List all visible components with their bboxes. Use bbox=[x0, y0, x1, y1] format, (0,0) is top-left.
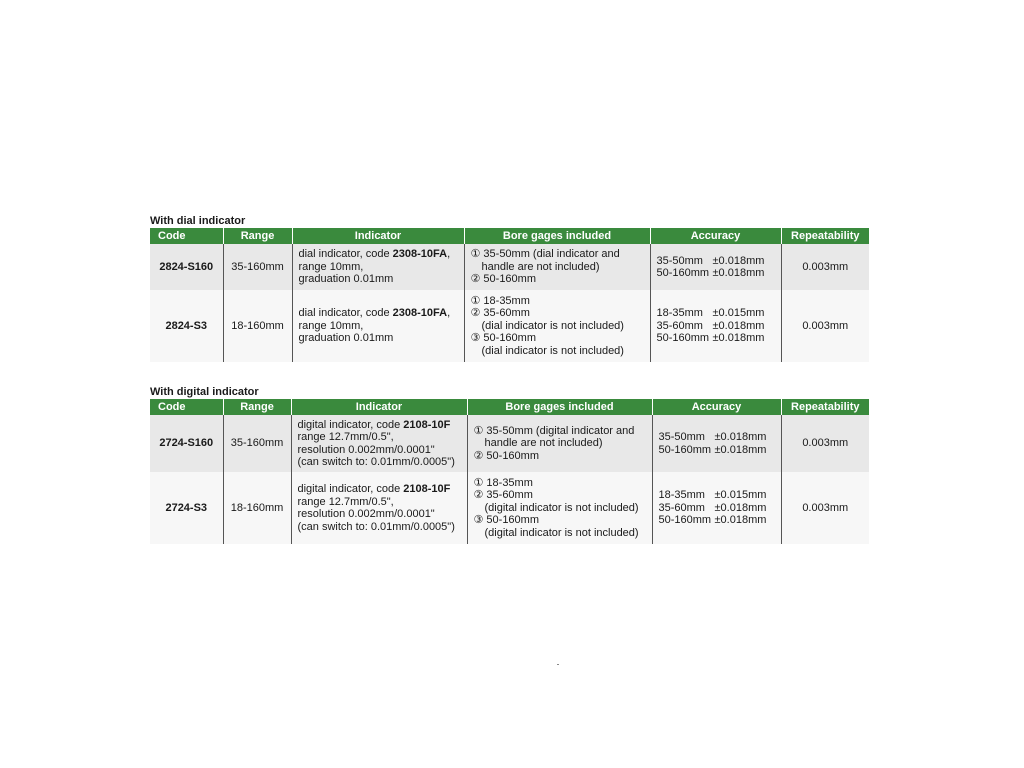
accuracy-range: 50-160mm bbox=[656, 332, 710, 345]
bore-line: ① 18-35mm bbox=[470, 294, 530, 307]
bore-line: ① 35-50mm (digital indicator and bbox=[473, 424, 635, 437]
digital-indicator-table bbox=[150, 399, 869, 544]
accuracy-value: ±0.018mm bbox=[714, 501, 767, 514]
accuracy-range: 18-35mm bbox=[658, 489, 705, 502]
bore-line: (digital indicator is not included) bbox=[484, 501, 639, 514]
section-title: With dial indicator bbox=[150, 215, 246, 227]
accuracy-value: ±0.018mm bbox=[714, 514, 767, 527]
indicator-text: , bbox=[447, 307, 451, 320]
accuracy-range: 35-50mm bbox=[656, 254, 703, 267]
bore-line: (digital indicator is not included) bbox=[484, 526, 639, 539]
table-row bbox=[150, 472, 869, 544]
indicator-text: dial indicator, code bbox=[298, 248, 393, 261]
bore-line: ② 50-160mm bbox=[473, 449, 539, 462]
code-cell: 2724-S3 bbox=[150, 472, 223, 544]
code-cell: 2724-S160 bbox=[150, 415, 223, 472]
accuracy-value: ±0.018mm bbox=[712, 254, 765, 267]
accuracy-cell bbox=[650, 244, 781, 290]
indicator-cell bbox=[291, 472, 467, 544]
accuracy-range: 35-60mm bbox=[656, 319, 703, 332]
code-cell: 2824-S160 bbox=[150, 244, 223, 290]
header-bore-gages: Bore gages included bbox=[464, 228, 650, 244]
bore-line: ① 35-50mm (dial indicator and bbox=[470, 248, 620, 261]
bore-line: ① 18-35mm bbox=[473, 476, 533, 489]
indicator-text: digital indicator, code bbox=[297, 418, 404, 431]
indicator-switch-note: (can switch to: 0.01mm/0.0005") bbox=[297, 520, 455, 533]
indicator-resolution: resolution 0.002mm/0.0001" bbox=[297, 508, 435, 520]
accuracy-cell bbox=[650, 290, 781, 362]
accuracy-range: 50-160mm bbox=[658, 443, 712, 456]
header-accuracy: Accuracy bbox=[652, 399, 781, 415]
accuracy-range: 50-160mm bbox=[656, 267, 710, 279]
indicator-code: 2308-10FA bbox=[392, 248, 448, 261]
dial-indicator-section bbox=[150, 214, 869, 362]
repeatability-cell: 0.003mm bbox=[781, 472, 869, 544]
indicator-code: 2108-10F bbox=[403, 483, 451, 495]
repeatability-cell: 0.003mm bbox=[781, 244, 869, 290]
indicator-range: range 10mm, bbox=[298, 319, 364, 332]
table-row bbox=[150, 290, 869, 362]
bore-line: (dial indicator is not included) bbox=[481, 344, 624, 357]
indicator-text: , bbox=[447, 248, 451, 261]
indicator-resolution: resolution 0.002mm/0.0001" bbox=[297, 443, 435, 456]
header-range: Range bbox=[223, 399, 291, 415]
indicator-code: 2308-10FA bbox=[392, 307, 448, 320]
header-indicator: Indicator bbox=[292, 228, 464, 244]
indicator-cell bbox=[292, 244, 464, 290]
indicator-code: 2108-10F bbox=[403, 418, 451, 431]
indicator-switch-note: (can switch to: 0.01mm/0.0005") bbox=[297, 456, 455, 468]
range-cell: 35-160mm bbox=[223, 244, 292, 290]
header-code: Code bbox=[150, 228, 223, 244]
table-row bbox=[150, 244, 869, 290]
indicator-range: range 12.7mm/0.5", bbox=[297, 431, 394, 443]
repeatability-cell: 0.003mm bbox=[781, 290, 869, 362]
header-repeatability: Repeatability bbox=[781, 228, 869, 244]
range-cell: 18-160mm bbox=[223, 472, 291, 544]
range-cell: 18-160mm bbox=[223, 290, 292, 362]
bore-gages-cell bbox=[467, 415, 652, 472]
indicator-text: digital indicator, code bbox=[297, 483, 404, 495]
table-header-row bbox=[150, 228, 869, 244]
indicator-graduation: graduation 0.01mm bbox=[298, 273, 394, 286]
accuracy-range: 35-60mm bbox=[658, 501, 705, 514]
bore-gages-cell bbox=[467, 472, 652, 544]
accuracy-value: ±0.015mm bbox=[712, 307, 765, 320]
bore-line: ② 35-60mm bbox=[473, 489, 533, 502]
bore-line: handle are not included) bbox=[481, 260, 600, 273]
table-row bbox=[150, 415, 869, 472]
header-range: Range bbox=[223, 228, 292, 244]
indicator-cell bbox=[292, 290, 464, 362]
indicator-cell bbox=[291, 415, 467, 472]
accuracy-value: ±0.018mm bbox=[712, 319, 765, 332]
accuracy-value: ±0.018mm bbox=[714, 443, 767, 456]
accuracy-value: ±0.018mm bbox=[712, 332, 765, 345]
bore-line: ③ 50-160mm bbox=[473, 514, 539, 527]
header-code: Code bbox=[150, 399, 223, 415]
accuracy-cell bbox=[652, 415, 781, 472]
accuracy-value: ±0.018mm bbox=[712, 267, 765, 279]
accuracy-range: 50-160mm bbox=[658, 514, 712, 527]
accuracy-value: ±0.015mm bbox=[714, 489, 767, 502]
digital-indicator-section bbox=[150, 385, 869, 544]
section-title: With digital indicator bbox=[150, 386, 259, 398]
bore-gages-cell bbox=[464, 244, 650, 290]
header-repeatability: Repeatability bbox=[781, 399, 869, 415]
bore-line: ③ 50-160mm bbox=[470, 332, 536, 345]
indicator-text: dial indicator, code bbox=[298, 307, 393, 320]
accuracy-value: ±0.018mm bbox=[714, 431, 767, 443]
bore-line: ② 35-60mm bbox=[470, 307, 530, 320]
accuracy-cell bbox=[652, 472, 781, 544]
indicator-graduation: graduation 0.01mm bbox=[298, 332, 394, 345]
bore-line: ② 50-160mm bbox=[470, 273, 536, 286]
indicator-range: range 10mm, bbox=[298, 260, 364, 273]
bore-gages-cell bbox=[464, 290, 650, 362]
table-header-row bbox=[150, 399, 869, 415]
accuracy-range: 18-35mm bbox=[656, 307, 703, 320]
stray-mark bbox=[557, 664, 559, 665]
code-cell: 2824-S3 bbox=[150, 290, 223, 362]
accuracy-range: 35-50mm bbox=[658, 431, 705, 443]
repeatability-cell: 0.003mm bbox=[781, 415, 869, 472]
header-bore-gages: Bore gages included bbox=[467, 399, 652, 415]
range-cell: 35-160mm bbox=[223, 415, 291, 472]
bore-line: handle are not included) bbox=[484, 437, 603, 450]
header-indicator: Indicator bbox=[291, 399, 467, 415]
dial-indicator-table bbox=[150, 228, 869, 362]
indicator-range: range 12.7mm/0.5", bbox=[297, 495, 394, 508]
header-accuracy: Accuracy bbox=[650, 228, 781, 244]
bore-line: (dial indicator is not included) bbox=[481, 319, 624, 332]
